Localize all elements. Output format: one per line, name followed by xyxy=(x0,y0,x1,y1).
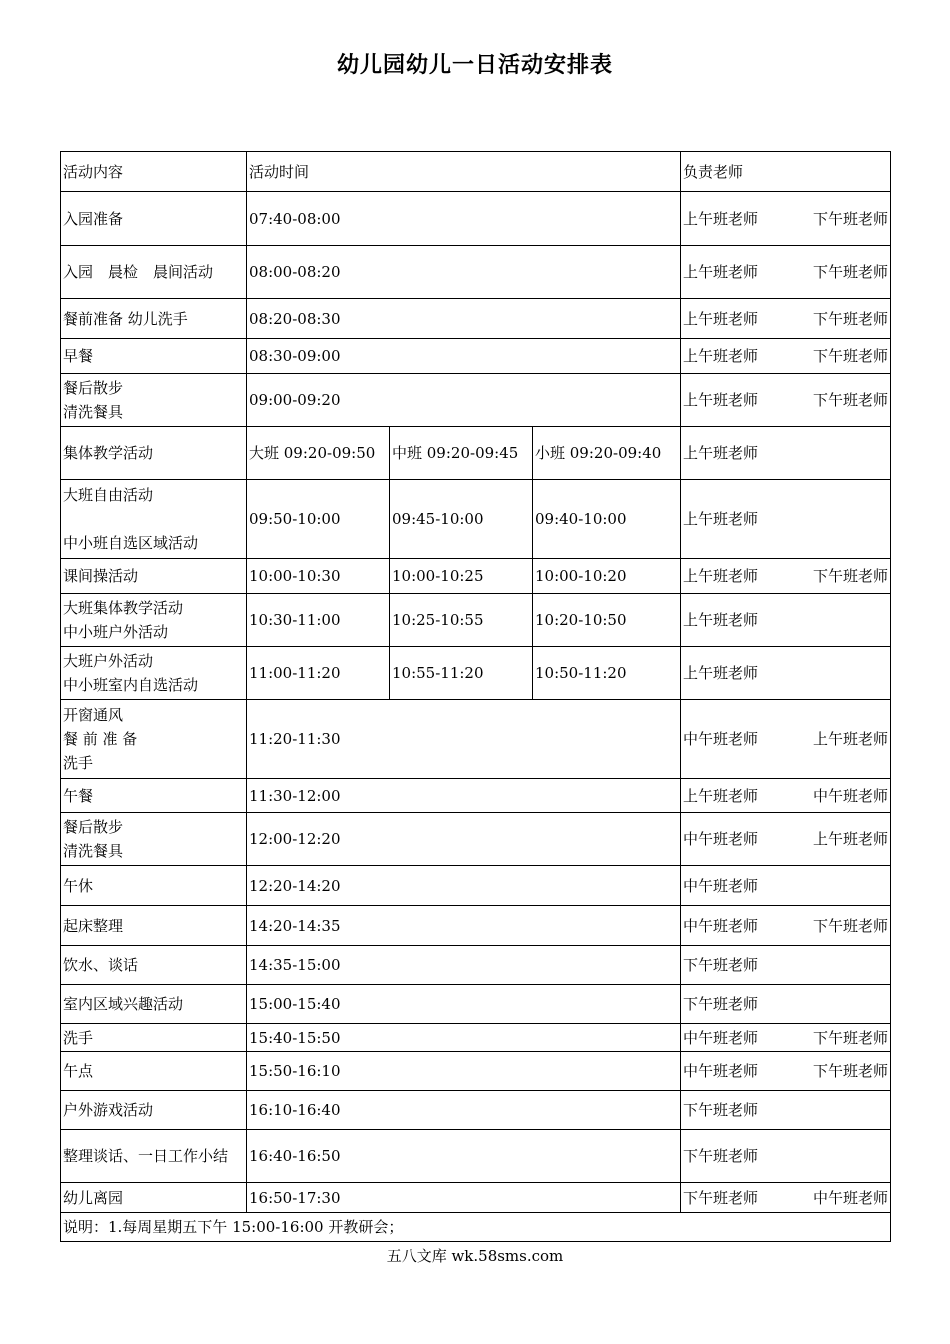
teacher-cell xyxy=(681,192,891,246)
class-time-cell: 09:40-10:00 xyxy=(533,480,681,559)
activity-line: 餐后散步 xyxy=(63,379,124,397)
teacher-name: 上午班老师 xyxy=(812,730,888,748)
table-row xyxy=(61,946,891,985)
teacher-name: 下午班老师 xyxy=(683,1101,759,1119)
table-row xyxy=(61,559,891,594)
teacher-name: 下午班老师 xyxy=(812,209,888,228)
teacher-name: 中午班老师 xyxy=(812,786,888,805)
note-row xyxy=(61,1213,891,1242)
table-row xyxy=(61,813,891,866)
activity-line: 清洗餐具 xyxy=(63,842,124,860)
class-time-cell: 大班 09:20-09:50 xyxy=(247,427,390,480)
table-row xyxy=(61,374,891,427)
time-cell: 14:35-15:00 xyxy=(247,946,681,985)
header-teacher: 负责老师 xyxy=(681,152,891,192)
activity-cell: 洗手 xyxy=(61,1024,247,1052)
activity-line: 大班集体教学活动 xyxy=(63,599,184,617)
activity-cell: 早餐 xyxy=(61,339,247,374)
class-time-cell: 11:00-11:20 xyxy=(247,647,390,700)
class-time-cell: 09:50-10:00 xyxy=(247,480,390,559)
time-cell: 14:20-14:35 xyxy=(247,906,681,946)
teacher-name: 上午班老师 xyxy=(683,391,759,409)
table-row xyxy=(61,1130,891,1183)
time-cell: 16:50-17:30 xyxy=(247,1183,681,1213)
teacher-name: 下午班老师 xyxy=(812,916,888,935)
activity-line: 中小班室内自选活动 xyxy=(63,676,199,694)
teacher-name: 上午班老师 xyxy=(683,209,759,228)
teacher-cell xyxy=(681,427,891,480)
activity-cell: 起床整理 xyxy=(61,906,247,946)
teacher-cell xyxy=(681,246,891,299)
teacher-name: 上午班老师 xyxy=(683,611,759,629)
teacher-name: 下午班老师 xyxy=(683,995,759,1013)
class-time-cell: 10:00-10:30 xyxy=(247,559,390,594)
teacher-cell xyxy=(681,906,891,946)
teacher-name: 中午班老师 xyxy=(683,730,759,748)
activity-cell: 入园准备 xyxy=(61,192,247,246)
table-row xyxy=(61,700,891,779)
class-time-cell: 10:25-10:55 xyxy=(390,594,533,647)
note-text: 说明：1.每周星期五下午 15:00-16:00 开教研会； xyxy=(61,1213,891,1242)
activity-cell: 户外游戏活动 xyxy=(61,1091,247,1130)
teacher-name: 上午班老师 xyxy=(683,263,759,281)
table-row xyxy=(61,427,891,480)
activity-cell: 集体教学活动 xyxy=(61,427,247,480)
class-time-cell: 10:30-11:00 xyxy=(247,594,390,647)
activity-line: 餐 前 准 备 xyxy=(63,730,138,748)
teacher-cell xyxy=(681,1024,891,1052)
teacher-name: 中午班老师 xyxy=(683,916,759,935)
teacher-name: 上午班老师 xyxy=(683,444,759,462)
teacher-name: 中午班老师 xyxy=(683,876,759,895)
activity-line: 清洗餐具 xyxy=(63,403,124,421)
table-row xyxy=(61,779,891,813)
teacher-cell xyxy=(681,339,891,374)
teacher-name: 下午班老师 xyxy=(812,347,888,365)
teacher-name: 下午班老师 xyxy=(812,1028,888,1047)
time-cell: 15:40-15:50 xyxy=(247,1024,681,1052)
class-time-cell: 09:45-10:00 xyxy=(390,480,533,559)
teacher-name: 上午班老师 xyxy=(683,510,759,528)
footer-source: 五八文库 wk.58sms.com xyxy=(386,1247,564,1265)
teacher-name: 下午班老师 xyxy=(683,1147,759,1165)
table-row xyxy=(61,985,891,1024)
activity-line: 大班自由活动 xyxy=(63,486,154,504)
table-header-row xyxy=(61,152,891,192)
teacher-cell xyxy=(681,480,891,559)
activity-cell: 饮水、谈话 xyxy=(61,946,247,985)
teacher-cell xyxy=(681,985,891,1024)
teacher-cell xyxy=(681,299,891,339)
teacher-name: 上午班老师 xyxy=(683,786,759,805)
table-row xyxy=(61,647,891,700)
time-cell: 16:40-16:50 xyxy=(247,1130,681,1183)
time-cell: 15:50-16:10 xyxy=(247,1052,681,1091)
teacher-name: 中午班老师 xyxy=(683,1062,759,1080)
teacher-name: 中午班老师 xyxy=(683,1028,759,1047)
table-row xyxy=(61,906,891,946)
time-cell: 08:30-09:00 xyxy=(247,339,681,374)
teacher-cell xyxy=(681,866,891,906)
teacher-name: 下午班老师 xyxy=(812,1062,888,1080)
table-row xyxy=(61,866,891,906)
teacher-name: 上午班老师 xyxy=(812,830,888,848)
teacher-cell xyxy=(681,700,891,779)
table-row xyxy=(61,246,891,299)
teacher-name: 下午班老师 xyxy=(812,309,888,328)
time-cell: 12:00-12:20 xyxy=(247,813,681,866)
class-time-cell: 小班 09:20-09:40 xyxy=(533,427,681,480)
teacher-cell xyxy=(681,1052,891,1091)
activity-line xyxy=(63,507,244,531)
teacher-cell xyxy=(681,1183,891,1213)
activity-line: 开窗通风 xyxy=(63,706,124,724)
class-time-cell: 10:00-10:20 xyxy=(533,559,681,594)
activity-cell: 幼儿离园 xyxy=(61,1183,247,1213)
table-row xyxy=(61,594,891,647)
class-time-cell: 10:50-11:20 xyxy=(533,647,681,700)
table-row xyxy=(61,1052,891,1091)
time-cell: 11:20-11:30 xyxy=(247,700,681,779)
activity-cell: 餐前准备 幼儿洗手 xyxy=(61,299,247,339)
teacher-name: 下午班老师 xyxy=(812,567,888,585)
time-cell: 12:20-14:20 xyxy=(247,866,681,906)
table-row xyxy=(61,339,891,374)
teacher-name: 中午班老师 xyxy=(812,1188,888,1207)
teacher-cell xyxy=(681,647,891,700)
teacher-cell xyxy=(681,374,891,427)
activity-line: 餐后散步 xyxy=(63,818,124,836)
activity-cell: 整理谈话、一日工作小结 xyxy=(61,1130,247,1183)
activity-line: 中小班户外活动 xyxy=(63,623,169,641)
teacher-name: 下午班老师 xyxy=(812,263,888,281)
time-cell: 15:00-15:40 xyxy=(247,985,681,1024)
class-time-cell: 中班 09:20-09:45 xyxy=(390,427,533,480)
header-activity: 活动内容 xyxy=(61,152,247,192)
teacher-cell xyxy=(681,594,891,647)
teacher-cell xyxy=(681,1130,891,1183)
teacher-name: 上午班老师 xyxy=(683,309,759,328)
teacher-name: 下午班老师 xyxy=(683,956,759,974)
activity-cell xyxy=(61,647,247,700)
teacher-cell xyxy=(681,946,891,985)
table-row xyxy=(61,192,891,246)
teacher-cell xyxy=(681,813,891,866)
table-row xyxy=(61,1091,891,1130)
activity-line: 中小班自选区域活动 xyxy=(63,534,199,552)
activity-cell xyxy=(61,700,247,779)
time-cell: 09:00-09:20 xyxy=(247,374,681,427)
time-cell: 11:30-12:00 xyxy=(247,779,681,813)
teacher-name: 上午班老师 xyxy=(683,664,759,682)
activity-line: 洗手 xyxy=(63,754,94,772)
activity-cell xyxy=(61,594,247,647)
time-cell: 16:10-16:40 xyxy=(247,1091,681,1130)
class-time-cell: 10:00-10:25 xyxy=(390,559,533,594)
activity-cell xyxy=(61,813,247,866)
table-row xyxy=(61,480,891,559)
teacher-cell xyxy=(681,779,891,813)
teacher-name: 上午班老师 xyxy=(683,347,759,365)
class-time-cell: 10:55-11:20 xyxy=(390,647,533,700)
table-row xyxy=(61,1183,891,1213)
teacher-name: 中午班老师 xyxy=(683,830,759,848)
teacher-name: 下午班老师 xyxy=(812,391,888,409)
time-cell: 07:40-08:00 xyxy=(247,192,681,246)
activity-cell: 午点 xyxy=(61,1052,247,1091)
activity-cell: 课间操活动 xyxy=(61,559,247,594)
class-time-cell: 10:20-10:50 xyxy=(533,594,681,647)
teacher-cell xyxy=(681,559,891,594)
activity-cell: 午餐 xyxy=(61,779,247,813)
teacher-cell xyxy=(681,1091,891,1130)
table-row xyxy=(61,1024,891,1052)
teacher-name: 下午班老师 xyxy=(683,1188,759,1207)
activity-cell xyxy=(61,374,247,427)
teacher-name: 上午班老师 xyxy=(683,567,759,585)
header-time: 活动时间 xyxy=(247,152,681,192)
activity-cell: 入园 晨检 晨间活动 xyxy=(61,246,247,299)
page-title: 幼儿园幼儿一日活动安排表 xyxy=(336,52,613,78)
schedule-table xyxy=(60,151,891,1242)
activity-cell: 午休 xyxy=(61,866,247,906)
activity-line: 大班户外活动 xyxy=(63,652,154,670)
table-row xyxy=(61,299,891,339)
time-cell: 08:00-08:20 xyxy=(247,246,681,299)
time-cell: 08:20-08:30 xyxy=(247,299,681,339)
activity-cell xyxy=(61,480,247,559)
activity-cell: 室内区域兴趣活动 xyxy=(61,985,247,1024)
